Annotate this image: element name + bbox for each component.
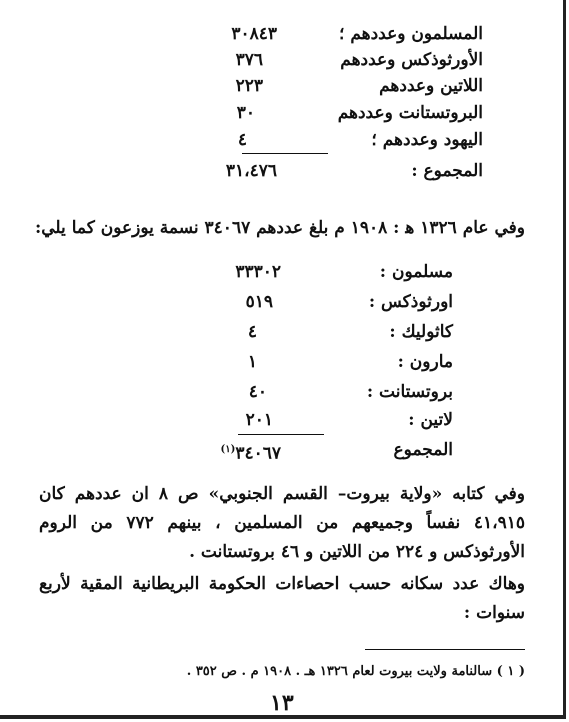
row-label: بروتستانت : — [366, 382, 453, 402]
row-label: الأورثوذكس وعددهم — [340, 50, 483, 70]
row-value: ٥١٩ — [245, 292, 273, 312]
row-label: المسلمون وعددهم ؛ — [339, 24, 483, 44]
row-value: ٣٣٣٠٢ — [235, 262, 281, 282]
british-stats-paragraph: وهاك عدد سكانه حسب احصاءات الحكومة البريطانية المقية لأربع سنوات : — [39, 574, 525, 623]
row-label: اليهود وعددهم ؛ — [371, 130, 483, 150]
row-label: لاتين : — [408, 410, 453, 430]
total-label: المجموع — [393, 440, 453, 460]
table-row — [183, 72, 483, 100]
total-value: ٣١،٤٧٦ — [225, 161, 277, 181]
total-value — [218, 436, 282, 468]
row-value: ٣٧٦ — [235, 50, 263, 70]
row-value: ٣٠٨٤٣ — [231, 24, 277, 44]
table-row — [153, 378, 453, 406]
table-row — [183, 126, 483, 154]
row-value: ٤٠ — [248, 382, 267, 402]
table-total-row — [153, 436, 453, 464]
row-label: البروتستانت وعددهم — [337, 103, 483, 123]
row-label: مسلمون : — [379, 262, 453, 282]
table-row — [153, 406, 453, 434]
footnote: ( ١ ) سالنامة ولايت بيروت لعام ١٣٢٦ ﻫـ . ١٩٠٨ م . ص ٣٥٢ . — [186, 664, 525, 679]
sum-rule — [238, 434, 324, 435]
footnote-rule — [365, 649, 525, 650]
footnote-ref: (١) — [220, 444, 236, 455]
row-value: ١ — [247, 352, 257, 372]
table-row — [183, 99, 483, 127]
row-value: ٤ — [237, 130, 247, 150]
row-label: اورثوذكس : — [368, 292, 453, 312]
table-row — [153, 318, 453, 346]
table-total-row — [183, 157, 483, 185]
total-label: المجموع : — [411, 161, 483, 181]
row-value: ٣٠ — [236, 103, 255, 123]
table-row — [153, 258, 453, 286]
table-row — [153, 348, 453, 376]
table-row — [183, 46, 483, 74]
row-value: ٢٢٣ — [235, 76, 263, 96]
page-number: ١٣ — [270, 690, 294, 716]
row-label: اللاتين وعددهم — [379, 76, 483, 96]
row-value: ٢٠١ — [245, 410, 273, 430]
row-label: مارون : — [397, 352, 453, 372]
book-paragraph: وفي كتابه «ولاية بيروت– القسم الجنوبي» ص ٨ ان عددهم كان ٤١،٩١٥ نفساً وجميعهم من المسلمين ، بينهم ٧٧٢ من الروم الأورثوذكس و ٢٢٤ من اللاتين و ٤٦ بروتستانت . — [39, 484, 526, 562]
table-row — [153, 288, 453, 316]
table-row — [183, 20, 483, 48]
sum-rule — [242, 153, 328, 154]
intro-1908-line: وفي عام ١٣٢٦ ﻫ : ١٩٠٨ م بلغ عددهم ٣٤٠٦٧ نسمة يوزعون كما يلي: — [34, 218, 525, 238]
total-value-text: ٣٤٠٦٧ — [235, 443, 281, 464]
row-value: ٤ — [247, 322, 257, 342]
row-label: كاثوليك : — [389, 322, 453, 342]
